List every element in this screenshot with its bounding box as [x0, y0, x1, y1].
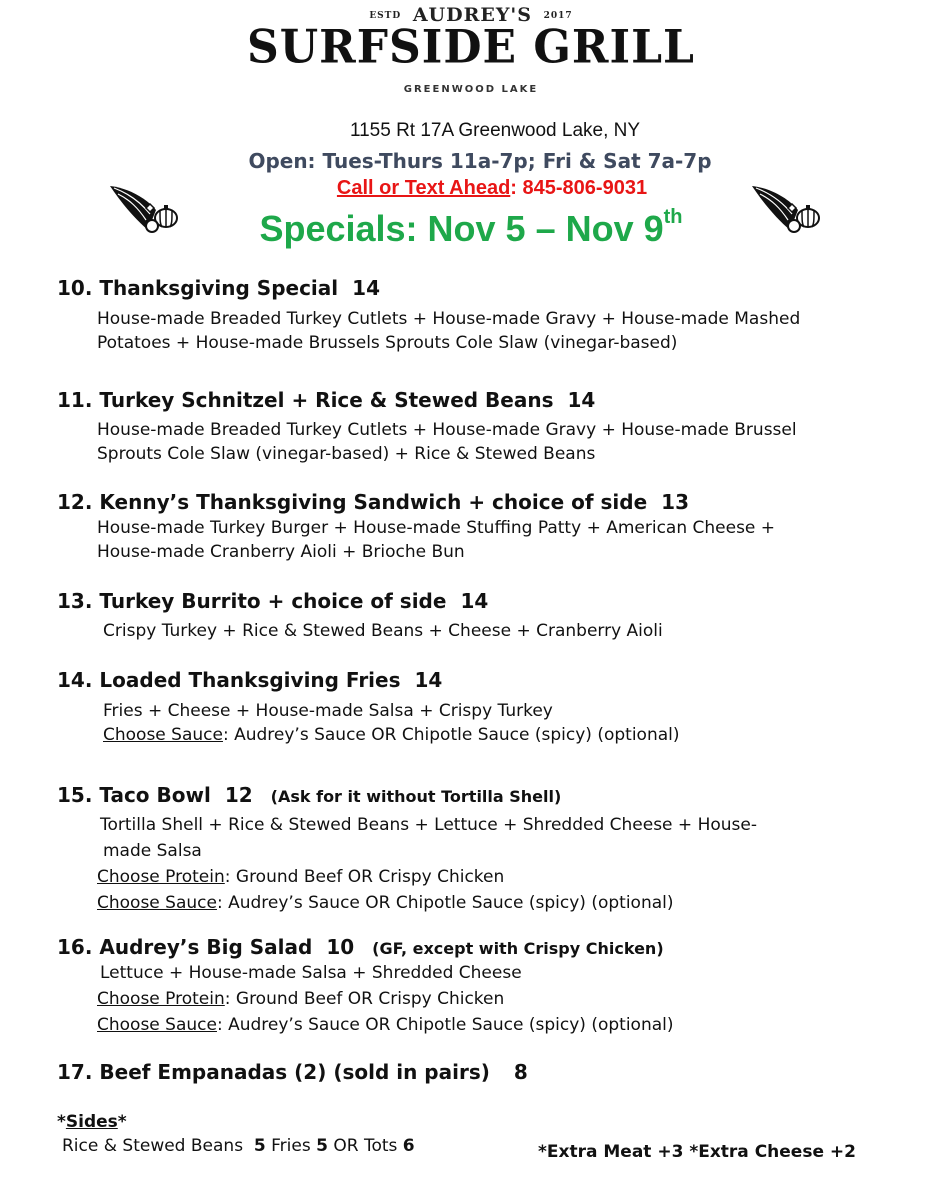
item-price: 13 [661, 490, 690, 514]
desc-line: Potatoes + House-made Brussels Sprouts Cole Slaw (vinegar-based) [97, 333, 678, 353]
item-price: 14 [352, 276, 380, 300]
item-name: 17. Beef Empanadas (2) (sold in pairs) [57, 1060, 490, 1084]
desc-line: House-made Cranberry Aioli + Brioche Bun [97, 542, 465, 562]
logo-location: GREENWOOD LAKE [403, 84, 539, 95]
item-price: 14 [460, 589, 489, 613]
call-phone: : 845-806-9031 [510, 177, 648, 199]
desc-line: Tortilla Shell + Rice & Stewed Beans + Lettuce + Shredded Cheese + House- [100, 815, 757, 835]
logo-audreys: AUDREY'S [412, 4, 532, 26]
choose-protein-value: : Ground Beef OR Crispy Chicken [224, 867, 505, 887]
item-description [97, 516, 775, 564]
desc-line: Sprouts Cole Slaw (vinegar-based) + Rice & Stewed Beans [97, 444, 596, 464]
item-name: 16. Audrey’s Big Salad [57, 935, 313, 959]
item-price: 8 [513, 1060, 528, 1084]
sides-label: Sides [65, 1112, 118, 1132]
menu-item-title [57, 589, 488, 613]
choose-protein-line [97, 986, 674, 1012]
item-description [97, 812, 757, 916]
extras: *Extra Meat +3 *Extra Cheese +2 [538, 1142, 856, 1162]
side-tots-price: 6 [402, 1136, 415, 1156]
menu-item-title [57, 276, 380, 300]
item-name: 14. Loaded Thanksgiving Fries [57, 668, 401, 692]
item-price: 14 [567, 388, 596, 412]
logo-estd-right: 2017 [543, 11, 573, 21]
choose-sauce-value: : Audrey’s Sauce OR Chipotle Sauce (spicy) (optional) [216, 1015, 674, 1035]
choose-sauce-line [97, 890, 757, 916]
sides-star: * [117, 1112, 127, 1132]
item-description [103, 619, 663, 643]
address: 1155 Rt 17A Greenwood Lake, NY [349, 120, 641, 141]
item-name: 13. Turkey Burrito + choice of side [57, 589, 447, 613]
choose-sauce-label: Choose Sauce [97, 1015, 217, 1035]
item-price: 10 [326, 935, 355, 959]
choose-sauce-line [97, 1012, 674, 1038]
choose-sauce-line [103, 723, 680, 747]
desc-line: Crispy Turkey + Rice & Stewed Beans + Cheese + Cranberry Aioli [103, 621, 663, 641]
logo-main-name: SURFSIDE GRILL [247, 20, 695, 75]
menu-item-title [57, 668, 442, 692]
item-note: (GF, except with Crispy Chicken) [372, 939, 664, 958]
specials-text: Specials: Nov 5 – Nov 9 [259, 208, 664, 249]
sides-list [62, 1136, 415, 1156]
side-rice: Rice & Stewed Beans [62, 1136, 244, 1156]
choose-sauce-label: Choose Sauce [103, 725, 223, 745]
item-description [97, 960, 674, 1038]
specials-sup: th [663, 206, 683, 228]
item-description [103, 699, 680, 747]
cornucopia-icon [108, 180, 188, 240]
item-name: 10. Thanksgiving Special [57, 276, 339, 300]
choose-protein-label: Choose Protein [97, 989, 225, 1009]
item-price: 14 [414, 668, 443, 692]
sides-star: * [57, 1112, 66, 1132]
choose-protein-label: Choose Protein [97, 867, 225, 887]
desc-line: Lettuce + House-made Salsa + Shredded Cheese [100, 963, 522, 983]
menu-item-title [57, 935, 664, 959]
menu-item-title [57, 783, 561, 807]
item-price: 12 [224, 783, 253, 807]
logo-estd-left: ESTD [369, 11, 402, 21]
desc-line: House-made Breaded Turkey Cutlets + House-made Gravy + House-made Mashed [97, 309, 801, 329]
choose-sauce-label: Choose Sauce [97, 893, 217, 913]
item-name: 12. Kenny’s Thanksgiving Sandwich + choice of side [57, 490, 648, 514]
side-rice-price: 5 [253, 1136, 266, 1156]
choose-sauce-value: : Audrey’s Sauce OR Chipotle Sauce (spicy) (optional) [222, 725, 680, 745]
item-note: (Ask for it without Tortilla Shell) [270, 787, 562, 806]
menu-item-title [57, 388, 595, 412]
cornucopia-icon [750, 180, 830, 240]
desc-line: House-made Breaded Turkey Cutlets + House-made Gravy + House-made Brussel [97, 420, 797, 440]
side-tots: OR Tots [333, 1136, 398, 1156]
desc-line: made Salsa [103, 841, 202, 861]
sides-title [57, 1112, 127, 1132]
item-name: 15. Taco Bowl [57, 783, 211, 807]
side-fries-price: 5 [316, 1136, 328, 1156]
choose-protein-line [97, 864, 757, 890]
desc-line: Fries + Cheese + House-made Salsa + Crispy Turkey [103, 701, 553, 721]
side-fries: Fries [271, 1136, 311, 1156]
menu-item-title [57, 1060, 528, 1084]
menu-item-title [57, 490, 689, 514]
item-description [97, 418, 797, 466]
choose-protein-value: : Ground Beef OR Crispy Chicken [224, 989, 505, 1009]
call-label: Call or Text Ahead [336, 177, 511, 199]
hours: Open: Tues-Thurs 11a-7p; Fri & Sat 7a-7p [248, 149, 712, 173]
desc-line: House-made Turkey Burger + House-made Stuffing Patty + American Cheese + [97, 518, 776, 538]
item-description [97, 307, 800, 355]
choose-sauce-value: : Audrey’s Sauce OR Chipotle Sauce (spicy) (optional) [216, 893, 674, 913]
item-name: 11. Turkey Schnitzel + Rice & Stewed Beans [57, 388, 554, 412]
